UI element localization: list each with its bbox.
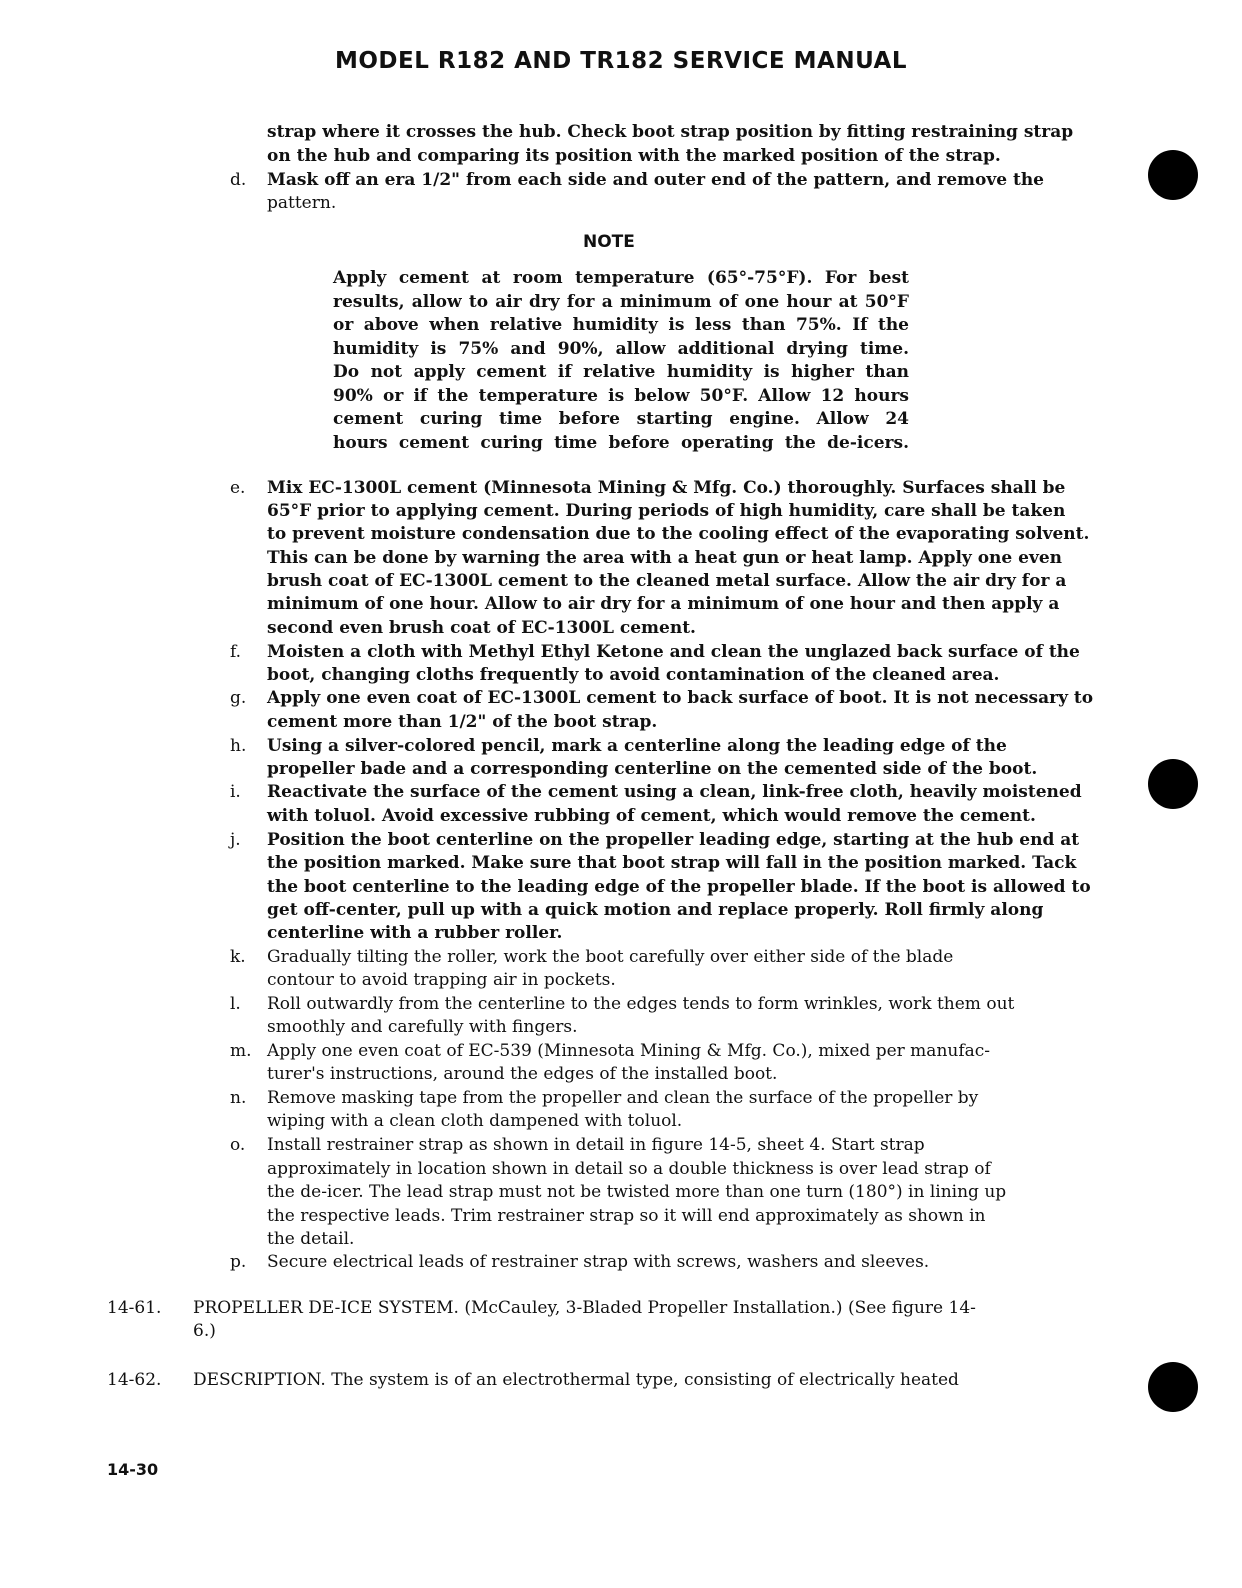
step-e-line: second even brush coat of EC-1300L cement. (267, 618, 696, 638)
step-j-line: Position the boot centerline on the propeller leading edge, starting at the hub end at (267, 830, 1080, 850)
note-heading: NOTE (583, 232, 635, 252)
step-o-line: approximately in location shown in detail so a double thickness is over lead strap of (267, 1159, 991, 1179)
section-heading-line: 6.) (193, 1321, 216, 1341)
section-heading-line: PROPELLER DE-ICE SYSTEM. (McCauley, 3-Bladed Propeller Installation.) (See figure 14- (193, 1298, 976, 1318)
step-label-l: l. (230, 994, 241, 1014)
step-f-line: Moisten a cloth with Methyl Ethyl Ketone and clean the unglazed back surface of the (267, 642, 1080, 662)
revision-dot-marker (1148, 759, 1198, 809)
step-n-line: Remove masking tape from the propeller and clean the surface of the propeller by (267, 1088, 979, 1108)
step-o-line: Install restrainer strap as shown in detail in figure 14-5, sheet 4. Start strap (267, 1135, 925, 1155)
step-o-line: the respective leads. Trim restrainer strap so it will end approximately as shown in (267, 1206, 986, 1226)
step-h-line: propeller bade and a corresponding centerline on the cemented side of the boot. (267, 759, 1038, 779)
step-d-line: Mask off an era 1/2" from each side and outer end of the pattern, and remove the (267, 170, 1044, 190)
step-e-line: This can be done by warning the area with a heat gun or heat lamp. Apply one even (267, 548, 1063, 568)
note-line: hours cement curing time before operating the de-icers. (333, 433, 909, 453)
step-j-line: the position marked. Make sure that boot strap will fall in the position marked. Tack (267, 853, 1077, 873)
step-o-line: the detail. (267, 1229, 355, 1249)
step-label-p: p. (230, 1252, 247, 1272)
step-label-g: g. (230, 688, 247, 708)
step-e-line: brush coat of EC-1300L cement to the cleaned metal surface. Allow the air dry for a (267, 571, 1067, 591)
step-label-e: e. (230, 478, 246, 498)
continued-text-line: strap where it crosses the hub. Check boot strap position by fitting restraining strap (267, 122, 1074, 142)
step-i-line: Reactivate the surface of the cement using a clean, link-free cloth, heavily moistened (267, 782, 1082, 802)
note-line: Do not apply cement if relative humidity is higher than (333, 362, 909, 382)
step-l-line: smoothly and carefully with fingers. (267, 1017, 578, 1037)
page-number: 14-30 (107, 1460, 159, 1479)
step-k-line: contour to avoid trapping air in pockets. (267, 970, 616, 990)
note-line: humidity is 75% and 90%, allow additional drying time. (333, 339, 909, 359)
step-label-o: o. (230, 1135, 246, 1155)
step-e-line: minimum of one hour. Allow to air dry for a minimum of one hour and then apply a (267, 594, 1060, 614)
step-d-line: pattern. (267, 193, 337, 213)
step-j-line: get off-center, pull up with a quick motion and replace properly. Roll firmly along (267, 900, 1044, 920)
page-title: MODEL R182 AND TR182 SERVICE MANUAL (334, 48, 907, 74)
step-e-line: 65°F prior to applying cement. During periods of high humidity, care shall be taken (267, 501, 1066, 521)
step-m-line: Apply one even coat of EC-539 (Minnesota Mining & Mfg. Co.), mixed per manufac- (267, 1041, 991, 1061)
note-line: 90% or if the temperature is below 50°F. Allow 12 hours (333, 386, 909, 406)
step-label-j: j. (230, 830, 241, 850)
step-label-n: n. (230, 1088, 247, 1108)
step-n-line: wiping with a clean cloth dampened with toluol. (267, 1111, 683, 1131)
step-i-line: with toluol. Avoid excessive rubbing of cement, which would remove the cement. (267, 806, 1036, 826)
step-g-line: cement more than 1/2" of the boot strap. (267, 712, 658, 732)
revision-dot-marker (1148, 1362, 1198, 1412)
step-e-line: Mix EC-1300L cement (Minnesota Mining & Mfg. Co.) thoroughly. Surfaces shall be (267, 478, 1066, 498)
step-label-h: h. (230, 736, 247, 756)
note-line: Apply cement at room temperature (65°-75°F). For best (333, 268, 909, 288)
step-f-line: boot, changing cloths frequently to avoid contamination of the cleaned area. (267, 665, 1000, 685)
section-number: 14-61. (107, 1298, 162, 1318)
step-l-line: Roll outwardly from the centerline to the edges tends to form wrinkles, work them out (267, 994, 1015, 1014)
revision-dot-marker (1148, 150, 1198, 200)
note-line: cement curing time before starting engine. Allow 24 (333, 409, 909, 429)
step-e-line: to prevent moisture condensation due to the cooling effect of the evaporating solvent. (267, 524, 1090, 544)
step-h-line: Using a silver-colored pencil, mark a centerline along the leading edge of the (267, 736, 1007, 756)
note-line: or above when relative humidity is less than 75%. If the (333, 315, 909, 335)
step-label-k: k. (230, 947, 246, 967)
step-o-line: the de-icer. The lead strap must not be twisted more than one turn (180°) in lining up (267, 1182, 1007, 1202)
step-k-line: Gradually tilting the roller, work the boot carefully over either side of the blade (267, 947, 954, 967)
step-label-m: m. (230, 1041, 252, 1061)
section-number: 14-62. (107, 1370, 162, 1390)
step-j-line: centerline with a rubber roller. (267, 923, 563, 943)
step-g-line: Apply one even coat of EC-1300L cement to back surface of boot. It is not necessary to (267, 688, 1094, 708)
step-label-f: f. (230, 642, 242, 662)
step-j-line: the boot centerline to the leading edge of the propeller blade. If the boot is allowed to (267, 877, 1091, 897)
step-m-line: turer's instructions, around the edges of the installed boot. (267, 1064, 778, 1084)
note-line: results, allow to air dry for a minimum of one hour at 50°F (333, 292, 909, 312)
step-p-line: Secure electrical leads of restrainer strap with screws, washers and sleeves. (267, 1252, 930, 1272)
section-heading-line: DESCRIPTION. The system is of an electrothermal type, consisting of electrically heated (193, 1370, 959, 1390)
step-label-d: d. (230, 170, 247, 190)
continued-text-line: on the hub and comparing its position with the marked position of the strap. (267, 146, 1001, 166)
step-label-i: i. (230, 782, 241, 802)
